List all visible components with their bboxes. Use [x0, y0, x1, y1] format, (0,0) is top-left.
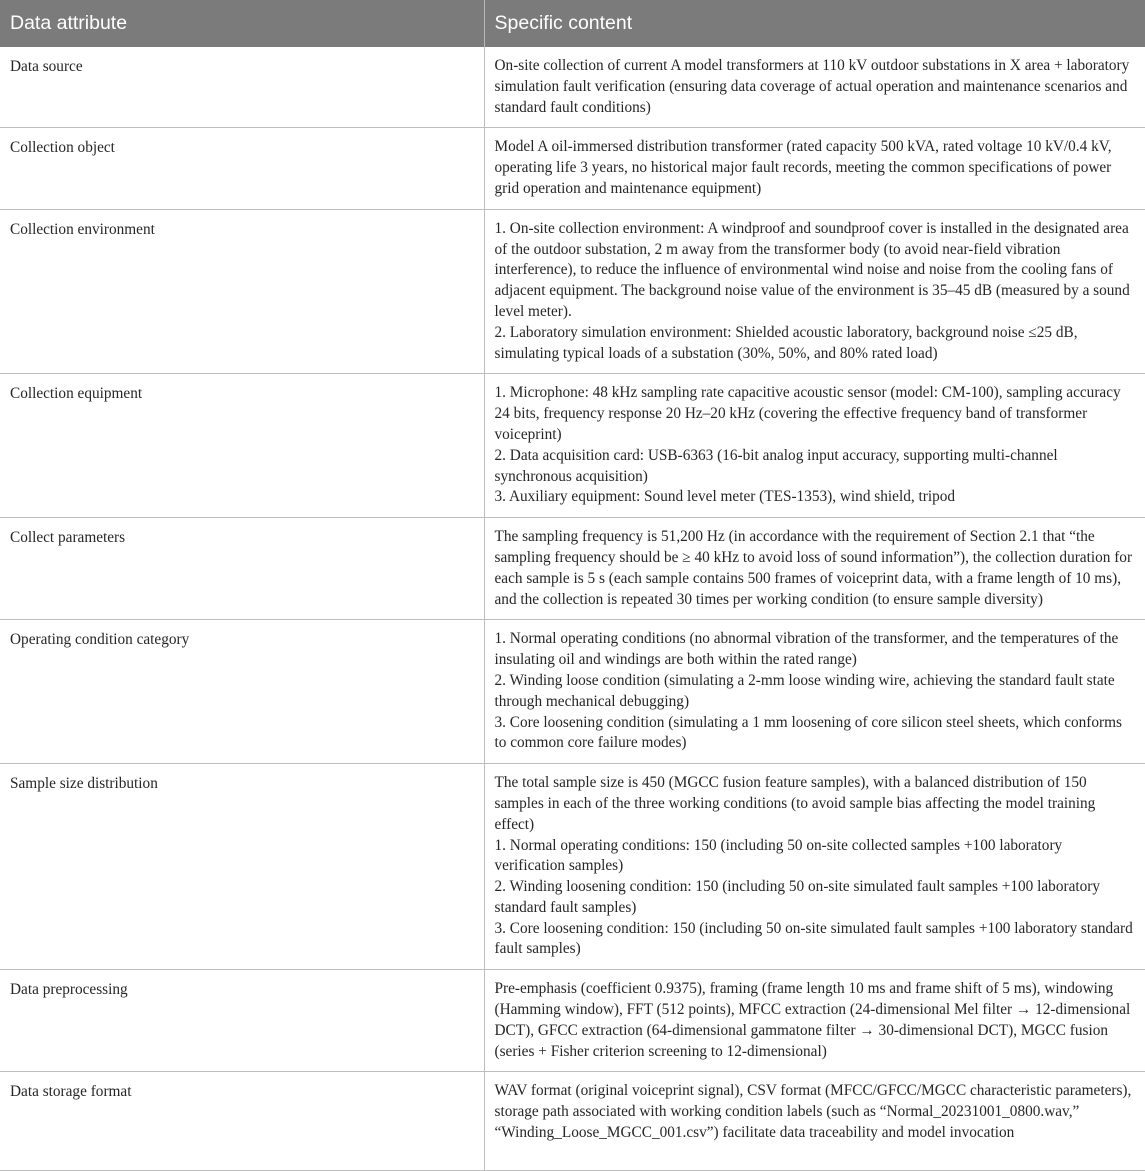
- row-attribute-cell: Collection equipment: [0, 374, 484, 518]
- header-specific-content: Specific content: [484, 0, 1145, 47]
- row-content-cell: [484, 374, 1145, 518]
- content-line: 2. Laboratory simulation environment: Shielded acoustic laboratory, background noise ≤25 dB, simulating typical loads of a substation (30%, 50%, and 80% rated load): [494, 323, 1078, 362]
- content-line: WAV format (original voiceprint signal), CSV format (MFCC/GFCC/MGCC characteristic parameters), storage path associated with working condition labels (such as “Normal_20231001_0800.wav,” “Winding_Loose_MGCC_001.csv”) facilitate data traceability and model invocation: [494, 1082, 1132, 1142]
- table-row: [0, 620, 1145, 764]
- content-line: 2. Winding loosening condition: 150 (including 50 on-site simulated fault samples +100 laboratory standard fault samples): [494, 878, 1100, 916]
- row-content-cell: [484, 764, 1145, 970]
- row-attribute-cell: Data source: [0, 47, 484, 128]
- row-attribute-cell: Sample size distribution: [0, 764, 484, 970]
- content-line: 2. Data acquisition card: USB-6363 (16-bit analog input accuracy, supporting multi-channel synchronous acquisition): [494, 446, 1058, 485]
- content-line: 1. On-site collection environment: A windproof and soundproof cover is installed in the designated area of the outdoor substation, 2 m away from the transformer body (to avoid near-field vibration interference), to reduce the influence of environmental wind noise and noise from the cooling fans of adjacent equipment. The background noise value of the environment is 35–45 dB (measured by a sound level meter).: [494, 219, 1130, 320]
- table-row: [0, 128, 1145, 209]
- table-row: [0, 374, 1145, 518]
- content-line: 2. Winding loose condition (simulating a 2-mm loose winding wire, achieving the standard fault state through mechanical debugging): [494, 671, 1115, 710]
- content-line: Model A oil-immersed distribution transformer (rated capacity 500 kVA, rated voltage 10 kV/0.4 kV, operating life 3 years, no historical major fault records, meeting the common specifications of power grid operation and maintenance equipment): [494, 138, 1112, 197]
- row-content-cell: [484, 128, 1145, 209]
- table-row: [0, 209, 1145, 374]
- row-content-cell: [484, 518, 1145, 620]
- table-header-row: [0, 0, 1145, 47]
- content-line: 1. Normal operating conditions: 150 (including 50 on-site collected samples +100 laboratory verification samples): [494, 836, 1063, 875]
- row-content-cell: [484, 47, 1145, 128]
- table-row: [0, 764, 1145, 970]
- content-line: 1. Normal operating conditions (no abnormal vibration of the transformer, and the temperatures of the insulating oil and windings are both within the rated range): [494, 630, 1119, 669]
- content-line: On-site collection of current A model transformers at 110 kV outdoor substations in X area + laboratory simulation fault verification (ensuring data coverage of actual operation and maintenance scenarios and standard fault conditions): [494, 57, 1130, 116]
- row-attribute-cell: Data storage format: [0, 1072, 484, 1171]
- content-line: 3. Core loosening condition (simulating a 1 mm loosening of core silicon steel sheets, which conforms to common core failure modes): [494, 713, 1122, 752]
- table-body: [0, 47, 1145, 1171]
- content-line: 3. Auxiliary equipment: Sound level meter (TES-1353), wind shield, tripod: [494, 488, 956, 506]
- row-attribute-cell: Data preprocessing: [0, 970, 484, 1072]
- content-line: The total sample size is 450 (MGCC fusion feature samples), with a balanced distribution of 150 samples in each of the three working conditions (to avoid sample bias affecting the model training effect): [494, 774, 1096, 833]
- row-content-cell: [484, 209, 1145, 374]
- content-line: 1. Microphone: 48 kHz sampling rate capacitive acoustic sensor (model: CM-100), sampling accuracy 24 bits, frequency response 20 Hz–20 kHz (covering the effective frequency band of transformer voiceprint): [494, 384, 1121, 443]
- row-attribute-cell: Collection environment: [0, 209, 484, 374]
- row-attribute-cell: Collect parameters: [0, 518, 484, 620]
- row-attribute-cell: Collection object: [0, 128, 484, 209]
- row-content-cell: [484, 1072, 1145, 1171]
- content-line: The sampling frequency is 51,200 Hz (in accordance with the requirement of Section 2.1 that “the sampling frequency should be ≥ 40 kHz to avoid loss of sound information”), the collection duration for each sample is 5 s (each sample contains 500 frames of voiceprint data, with a frame length of 10 ms), and the collection is repeated 30 times per working condition (to ensure sample diversity): [494, 528, 1133, 608]
- row-content-cell: [484, 970, 1145, 1072]
- content-line: Pre-emphasis (coefficient 0.9375), framing (frame length 10 ms and frame shift of 5 ms), windowing (Hamming window), FFT (512 points), MFCC extraction (24-dimensional Mel filter → 12-dimensional DCT), GFCC extraction (64-dimensional gammatone filter → 30-dimensional DCT), MGCC fusion (series + Fisher criterion screening to 12-dimensional): [494, 980, 1131, 1060]
- row-attribute-cell: Operating condition category: [0, 620, 484, 764]
- table-row: [0, 970, 1145, 1072]
- row-content-cell: [484, 620, 1145, 764]
- table-row: [0, 1072, 1145, 1171]
- table-row: [0, 518, 1145, 620]
- header-data-attribute: Data attribute: [0, 0, 484, 47]
- content-line: 3. Core loosening condition: 150 (including 50 on-site simulated fault samples +100 laboratory standard fault samples): [494, 919, 1133, 958]
- table-row: [0, 47, 1145, 128]
